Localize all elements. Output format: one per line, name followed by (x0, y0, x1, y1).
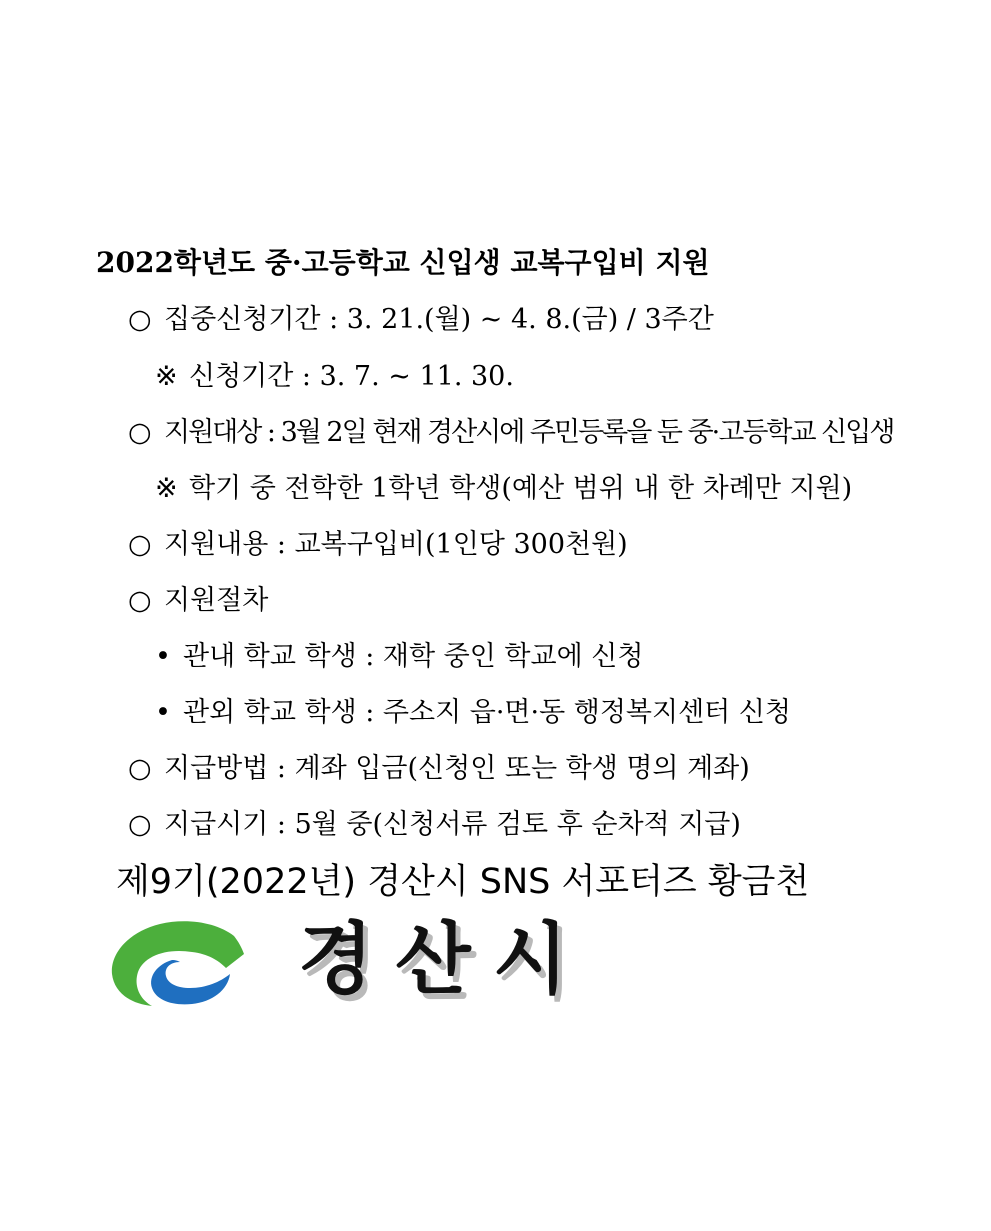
city-logo (108, 912, 628, 1012)
line-support-content (128, 528, 628, 562)
supporter-credit: 제9기(2022년) 경산시 SNS 서포터즈 황금천 (116, 862, 810, 902)
line-note-transfer (155, 472, 852, 506)
reference-mark-icon: ※ (155, 361, 178, 392)
line-text: 지급시기 : 5월 중(신청서류 검토 후 순차적 지급) (164, 809, 741, 840)
line-procedure-external (155, 696, 791, 730)
line-text: 학기 중 전학한 1학년 학생(예산 범위 내 한 차례만 지원) (189, 473, 853, 504)
line-text: 지급방법 : 계좌 입금(신청인 또는 학생 명의 계좌) (164, 753, 750, 784)
circle-bullet-icon: ○ (128, 417, 150, 448)
dot-bullet-icon: • (155, 641, 171, 672)
line-text: 신청기간 : 3. 7. ~ 11. 30. (189, 361, 514, 392)
line-text: 관외 학교 학생 : 주소지 읍·면·동 행정복지센터 신청 (183, 697, 791, 728)
line-application-period (128, 303, 714, 337)
line-note-period (155, 360, 514, 394)
line-procedure (128, 584, 268, 618)
line-payment-timing (128, 808, 741, 842)
line-procedure-internal (155, 640, 643, 674)
circle-bullet-icon: ○ (128, 304, 152, 335)
reference-mark-icon: ※ (155, 473, 178, 504)
dot-bullet-icon: • (155, 697, 171, 728)
line-text: 지원대상 : 3월 2일 현재 경산시에 주민등록을 둔 중·고등학교 신입생 (164, 417, 894, 448)
gyeongsan-city-emblem-icon (108, 918, 253, 1008)
line-eligibility (128, 416, 893, 450)
line-text: 지원절차 (164, 585, 269, 616)
logo-wordmark: 경산시 (298, 915, 591, 1005)
emblem-blue-swoosh (151, 960, 230, 1004)
circle-bullet-icon: ○ (128, 809, 152, 840)
line-text: 집중신청기간 : 3. 21.(월) ~ 4. 8.(금) / 3주간 (164, 304, 714, 335)
line-text: 지원내용 : 교복구입비(1인당 300천원) (164, 529, 628, 560)
line-text: 관내 학교 학생 : 재학 중인 학교에 신청 (183, 641, 644, 672)
circle-bullet-icon: ○ (128, 753, 152, 784)
circle-bullet-icon: ○ (128, 585, 152, 616)
line-payment-method (128, 752, 750, 786)
circle-bullet-icon: ○ (128, 529, 152, 560)
document-title: 2022학년도 중·고등학교 신입생 교복구입비 지원 (96, 246, 710, 279)
